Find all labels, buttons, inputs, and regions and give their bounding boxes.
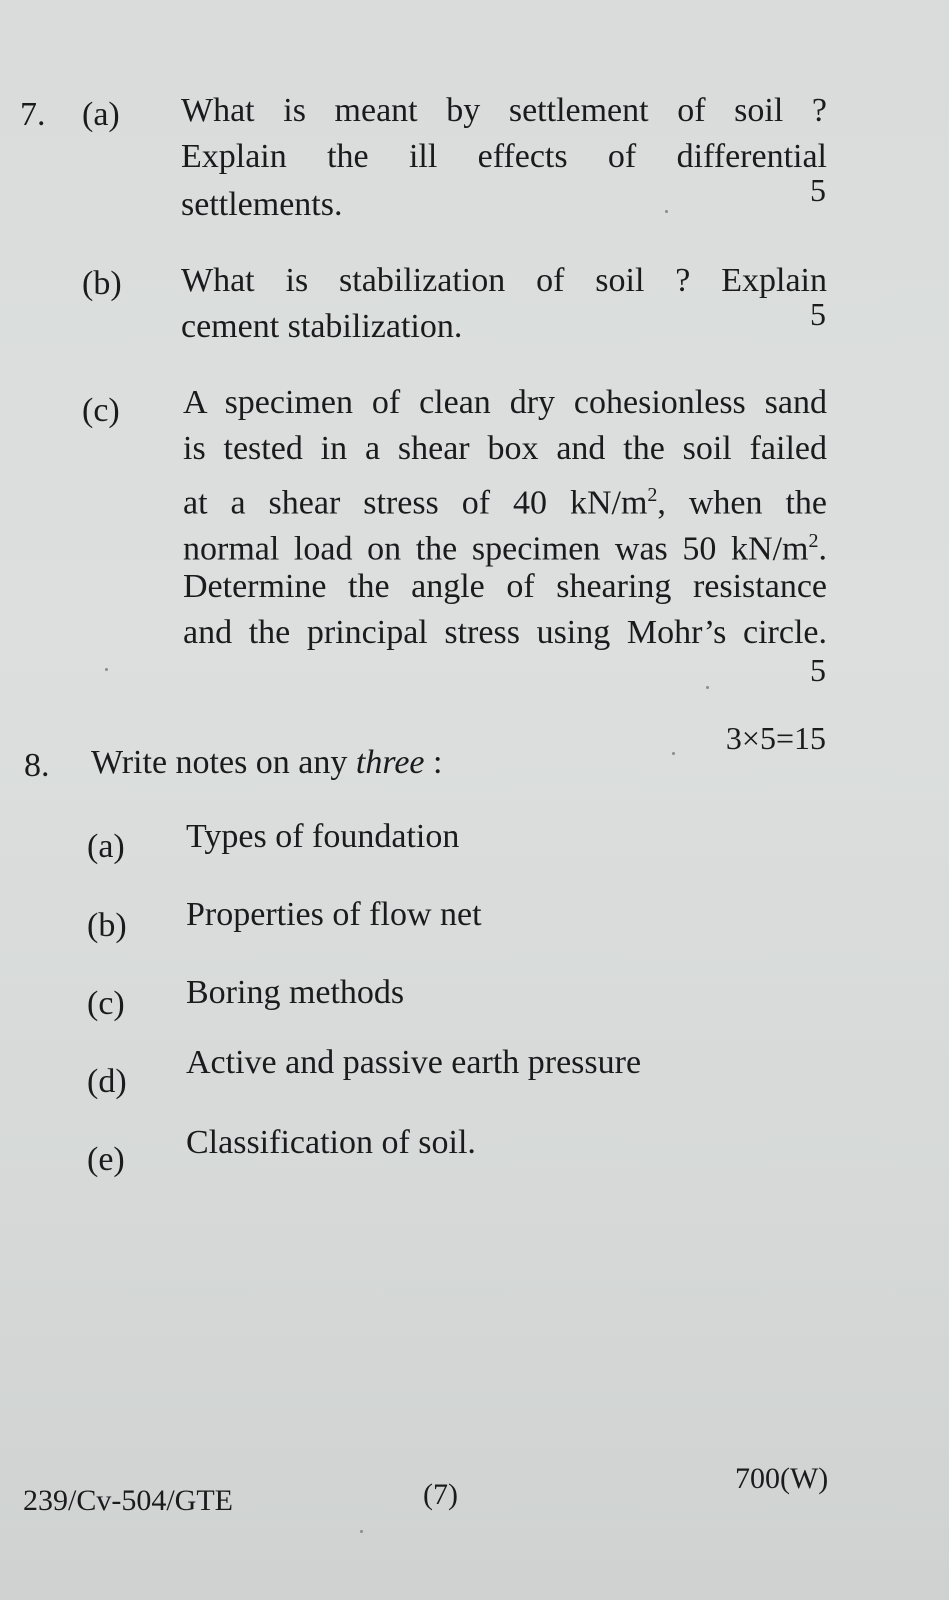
question-7-number: 7. — [20, 96, 46, 133]
q8-prompt-pre: Write notes on any — [91, 744, 356, 781]
paper-speck — [706, 686, 709, 689]
q7b-marks: 5 — [810, 296, 826, 332]
q8-item-text: Active and passive earth pressure — [186, 1044, 642, 1081]
q7a-marks: 5 — [810, 172, 826, 208]
q8-item-label: (b) — [87, 907, 127, 944]
q8-item-text: Properties of flow net — [186, 896, 482, 933]
q7b-line2: cement stabilization. — [181, 308, 463, 345]
q7c-line4-sup: 2 — [808, 530, 819, 552]
q7a-label: (a) — [82, 96, 120, 133]
q8-item-label: (c) — [87, 985, 125, 1022]
q7c-line3-post: , when the — [657, 484, 827, 522]
paper-speck — [665, 210, 668, 213]
q7c-label: (c) — [82, 392, 120, 429]
q7c-line3-pre: at a shear stress of 40 kN/m — [183, 484, 648, 522]
q8-prompt-post: : — [424, 744, 443, 781]
q8-item-label: (a) — [87, 828, 125, 865]
paper-speck — [360, 1530, 363, 1533]
q7a-line1: What is meant by settlement of soil ? — [181, 92, 827, 129]
paper-speck — [672, 752, 675, 755]
q8-item-text: Classification of soil. — [186, 1124, 476, 1161]
q8-item-text: Types of foundation — [186, 818, 460, 855]
question-8-number: 8. — [24, 747, 50, 784]
q8-item-label: (d) — [87, 1063, 127, 1100]
q8-prompt-emphasis: three — [355, 744, 425, 781]
page-number: (7) — [423, 1478, 458, 1511]
q7b-label: (b) — [82, 265, 122, 302]
q7c-marks: 5 — [810, 652, 826, 688]
paper-speck — [105, 668, 108, 671]
q8-marks: 3×5=15 — [725, 720, 826, 756]
q8-prompt — [91, 740, 611, 786]
q7c-line4-pre: normal load on the specimen was 50 kN/m — [183, 530, 809, 568]
q7c-line1: A specimen of clean dry cohesionless sand — [183, 384, 827, 421]
q7c-line4-post: . — [818, 530, 827, 568]
paper-code: 239/Cv-504/GTE — [23, 1484, 233, 1517]
q8-item-label: (e) — [87, 1141, 125, 1178]
q7a-line3: settlements. — [181, 186, 343, 223]
q7c-line3-sup: 2 — [647, 484, 658, 506]
q8-item-text: Boring methods — [186, 974, 405, 1011]
q7c-line6: and the principal stress using Mohr’s circle. — [183, 614, 827, 651]
q7a-line2: Explain the ill effects of differential — [181, 138, 827, 175]
q7c-line2: is tested in a shear box and the soil failed — [183, 430, 827, 467]
q7c-line5: Determine the angle of shearing resistance — [183, 568, 827, 605]
q7b-line1: What is stabilization of soil ? Explain — [181, 262, 827, 299]
print-quantity: 700(W) — [735, 1462, 829, 1495]
